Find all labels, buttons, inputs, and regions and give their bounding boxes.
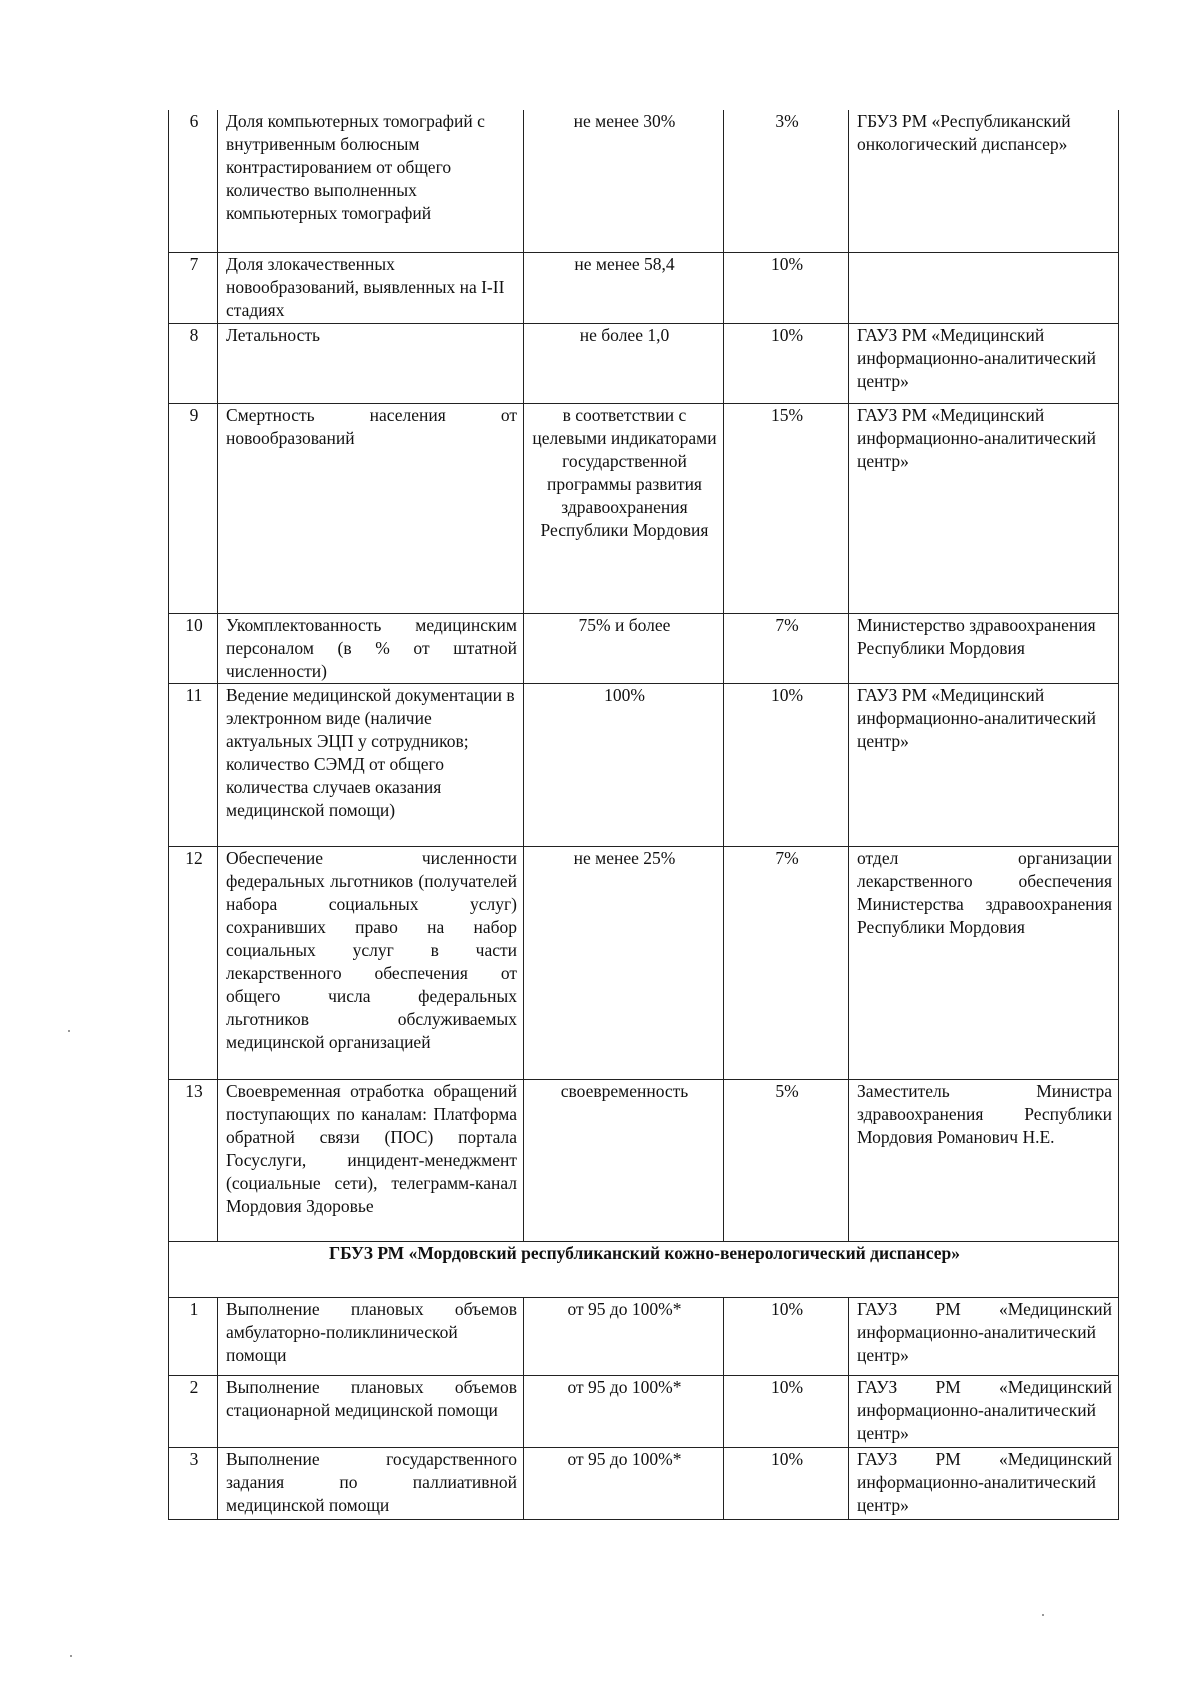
weight-value: 10% (724, 252, 849, 323)
table-row (169, 323, 1119, 403)
indicator-name: Доля злокачественных новообразований, выявленных на I-II стадиях (218, 252, 524, 323)
data-source: Заместитель Министра здравоохранения Республики Мордовия Романович Н.Е. (849, 1079, 1119, 1241)
row-number: 13 (169, 1079, 218, 1241)
scan-speck (70, 1655, 72, 1657)
scan-speck (1042, 1614, 1044, 1616)
indicator-name: Укомплектованность медицинским персоналом (в % от штатной численности) (218, 613, 524, 683)
weight-value: 10% (724, 683, 849, 846)
target-value: не более 1,0 (524, 323, 724, 403)
target-value: от 95 до 100%* (524, 1375, 724, 1447)
data-source: ГАУЗ РМ «Медицинский информационно-аналитический центр» (849, 683, 1119, 846)
table-row (169, 613, 1119, 683)
weight-value: 10% (724, 323, 849, 403)
row-number: 3 (169, 1447, 218, 1519)
table-row (169, 252, 1119, 323)
row-number: 7 (169, 252, 218, 323)
indicator-name: Ведение медицинской документации в электронном виде (наличие актуальных ЭЦП у сотрудников; количество СЭМД от общего количества случаев оказания медицинской помощи) (218, 683, 524, 846)
data-source: ГАУЗ РМ «Медицинский информационно-аналитический центр» (849, 403, 1119, 613)
data-source: ГАУЗ РМ «Медицинский информационно-аналитический центр» (849, 1447, 1119, 1519)
data-source (849, 252, 1119, 323)
row-number: 12 (169, 846, 218, 1079)
table-row (169, 1297, 1119, 1375)
row-number: 8 (169, 323, 218, 403)
indicator-name: Смертность населения от новообразований (218, 403, 524, 613)
indicator-name: Выполнение государственного задания по паллиативной медицинской помощи (218, 1447, 524, 1519)
weight-value: 3% (724, 110, 849, 252)
table-row (169, 846, 1119, 1079)
indicator-name: Выполнение плановых объемов стационарной медицинской помощи (218, 1375, 524, 1447)
target-value: своевременность (524, 1079, 724, 1241)
weight-value: 10% (724, 1297, 849, 1375)
weight-value: 10% (724, 1375, 849, 1447)
indicator-name: Летальность (218, 323, 524, 403)
weight-value: 15% (724, 403, 849, 613)
target-value: 100% (524, 683, 724, 846)
indicator-name: Выполнение плановых объемов амбулаторно-поликлинической помощи (218, 1297, 524, 1375)
table-row (169, 1447, 1119, 1519)
target-value: в соответствии с целевыми индикаторами государственной программы развития здравоохранения Республики Мордовия (524, 403, 724, 613)
data-source: ГАУЗ РМ «Медицинский информационно-аналитический центр» (849, 1297, 1119, 1375)
weight-value: 7% (724, 613, 849, 683)
table-row (169, 683, 1119, 846)
target-value: 75% и более (524, 613, 724, 683)
target-value: не менее 30% (524, 110, 724, 252)
target-value: не менее 58,4 (524, 252, 724, 323)
row-number: 9 (169, 403, 218, 613)
data-source: ГАУЗ РМ «Медицинский информационно-аналитический центр» (849, 1375, 1119, 1447)
section-title: ГБУЗ РМ «Мордовский республиканский кожно-венерологический диспансер» (169, 1241, 1119, 1297)
data-source: ГБУЗ РМ «Республиканский онкологический диспансер» (849, 110, 1119, 252)
row-number: 10 (169, 613, 218, 683)
indicator-name: Доля компьютерных томографий с внутривенным болюсным контрастированием от общего количество выполненных компьютерных томографий (218, 110, 524, 252)
row-number: 11 (169, 683, 218, 846)
indicator-name: Своевременная отработка обращений поступающих по каналам: Платформа обратной связи (ПОС) портала Госуслуги, инцидент-менеджмент (социальные сети), телеграмм-канал Мордовия Здоровье (218, 1079, 524, 1241)
data-source: ГАУЗ РМ «Медицинский информационно-аналитический центр» (849, 323, 1119, 403)
table-row (169, 1375, 1119, 1447)
table-row (169, 403, 1119, 613)
weight-value: 7% (724, 846, 849, 1079)
table-row (169, 1079, 1119, 1241)
section-header-row (169, 1241, 1119, 1297)
scan-speck (68, 1030, 70, 1032)
table-row (169, 110, 1119, 252)
row-number: 1 (169, 1297, 218, 1375)
weight-value: 5% (724, 1079, 849, 1241)
target-value: не менее 25% (524, 846, 724, 1079)
indicator-name: Обеспечение численности федеральных льготников (получателей набора социальных услуг) сохранивших право на набор социальных услуг в части лекарственного обеспечения от общего числа федеральных льготников обслуживаемых медицинской организацией (218, 846, 524, 1079)
target-value: от 95 до 100%* (524, 1447, 724, 1519)
indicators-table (168, 110, 1119, 1520)
data-source: Министерство здравоохранения Республики Мордовия (849, 613, 1119, 683)
target-value: от 95 до 100%* (524, 1297, 724, 1375)
row-number: 6 (169, 110, 218, 252)
data-source: отдел организации лекарственного обеспечения Министерства здравоохранения Республики Мордовия (849, 846, 1119, 1079)
row-number: 2 (169, 1375, 218, 1447)
weight-value: 10% (724, 1447, 849, 1519)
